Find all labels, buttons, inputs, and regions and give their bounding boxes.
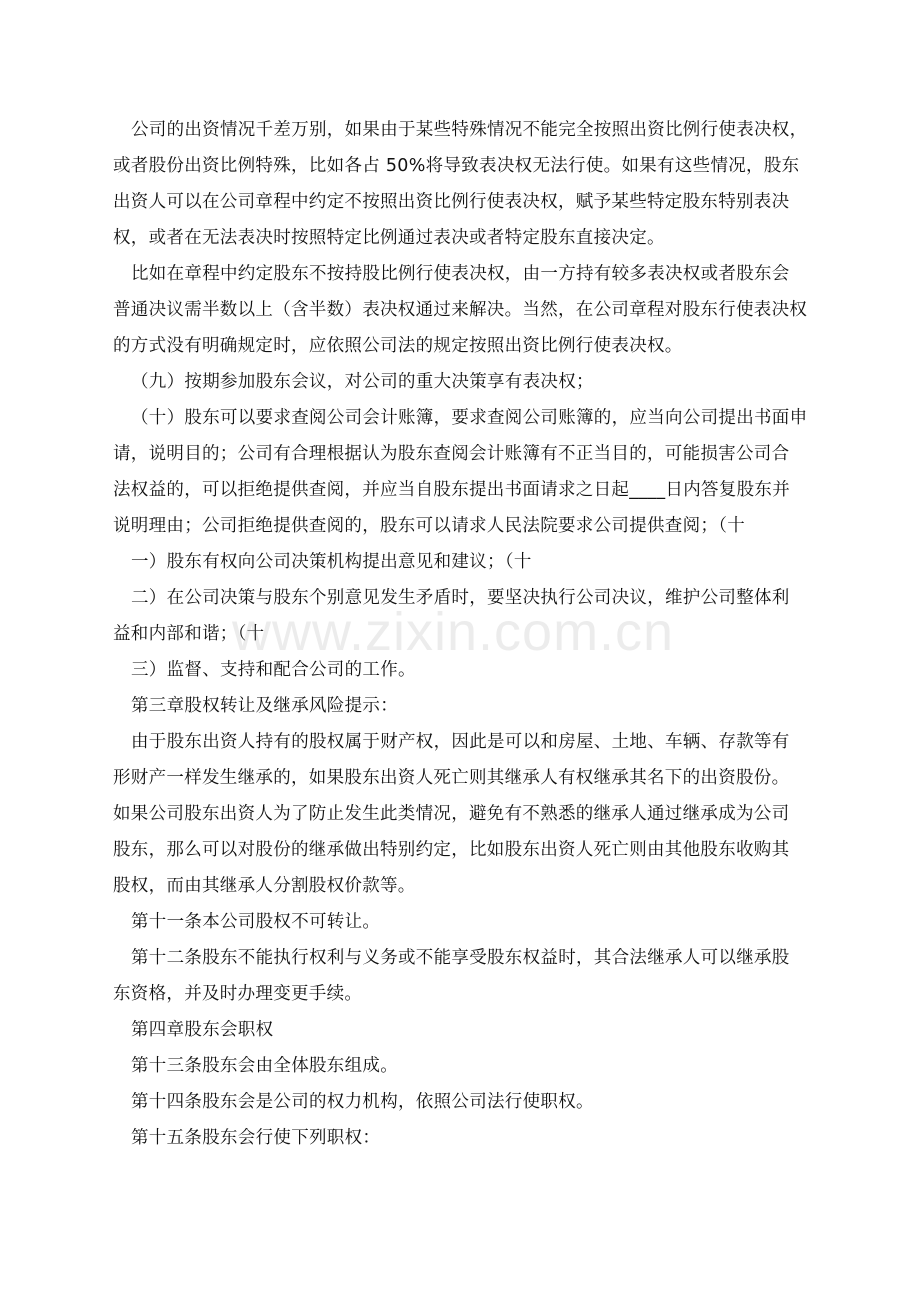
paragraph-line: 二）在公司决策与股东个别意见发生矛盾时，要坚决执行公司决议，维护公司整体利	[131, 588, 790, 608]
paragraph-line: 股权，而由其继承人分割股权价款等。	[113, 876, 416, 896]
article-line: 第十一条本公司股权不可转让。	[131, 912, 381, 932]
paragraph-line: 的方式没有明确规定时，应依照公司法的规定按照出资比例行使表决权。	[113, 336, 683, 356]
watermark-text: www.zixin.com.cn	[232, 602, 675, 662]
paragraph-line: 说明理由；公司拒绝提供查阅的，股东可以请求人民法院要求公司提供查阅；（十	[113, 516, 746, 536]
paragraph-line: 比如在章程中约定股东不按持股比例行使表决权，由一方持有较多表决权或者股东会	[131, 264, 790, 284]
section-heading: 第三章股权转让及继承风险提示：	[131, 696, 398, 716]
paragraph-line: 出资人可以在公司章程中约定不按照出资比例行使表决权，赋予某些特定股东特别表决	[113, 192, 790, 212]
paragraph-line: 三）监督、支持和配合公司的工作。	[131, 660, 416, 680]
article-line: 第十四条股东会是公司的权力机构，依照公司法行使职权。	[131, 1092, 594, 1112]
paragraph-line: 法权益的，可以拒绝提供查阅，并应当自股东提出书面请求之日起____日内答复股东并	[113, 480, 790, 500]
paragraph-line: 公司的出资情况千差万别，如果由于某些特殊情况不能完全按照出资比例行使表决权，	[131, 120, 808, 140]
paragraph-line: （十）股东可以要求查阅公司会计账簿，要求查阅公司账簿的，应当向公司提出书面申	[131, 408, 808, 428]
article-line: 第十三条股东会由全体股东组成。	[131, 1056, 398, 1076]
paragraph-line: 普通决议需半数以上（含半数）表决权通过来解决。当然，在公司章程对股东行使表决权	[113, 300, 808, 320]
paragraph-line: 权，或者在无法表决时按照特定比例通过表决或者特定股东直接决定。	[113, 228, 665, 248]
paragraph-line: 股东，那么可以对股份的继承做出特别约定，比如股东出资人死亡则由其他股东收购其	[113, 840, 790, 860]
paragraph-line: 益和内部和谐；（十	[113, 624, 265, 644]
paragraph-line: 如果公司股东出资人为了防止发生此类情况，避免有不熟悉的继承人通过继承成为公司	[113, 804, 790, 824]
paragraph-line: 一）股东有权向公司决策机构提出意见和建议；（十	[131, 552, 532, 572]
paragraph-line: 形财产一样发生继承的，如果股东出资人死亡则其继承人有权继承其名下的出资股份。	[113, 768, 790, 788]
paragraph-line: 或者股份出资比例特殊，比如各占 50%将导致表决权无法行使。如果有这些情况，股东	[113, 156, 800, 176]
article-line: 第十二条股东不能执行权利与义务或不能享受股东权益时，其合法继承人可以继承股	[131, 948, 790, 968]
paragraph-line: 请，说明目的；公司有合理根据认为股东查阅会计账簿有不正当目的，可能损害公司合	[113, 444, 790, 464]
paragraph-line: 由于股东出资人持有的股权属于财产权，因此是可以和房屋、土地、车辆、存款等有	[131, 732, 790, 752]
paragraph-line: （九）按期参加股东会议，对公司的重大决策享有表决权；	[131, 372, 594, 392]
article-line: 东资格，并及时办理变更手续。	[113, 984, 363, 1004]
article-line: 第十五条股东会行使下列职权：	[131, 1128, 381, 1148]
section-heading: 第四章股东会职权	[131, 1020, 274, 1040]
